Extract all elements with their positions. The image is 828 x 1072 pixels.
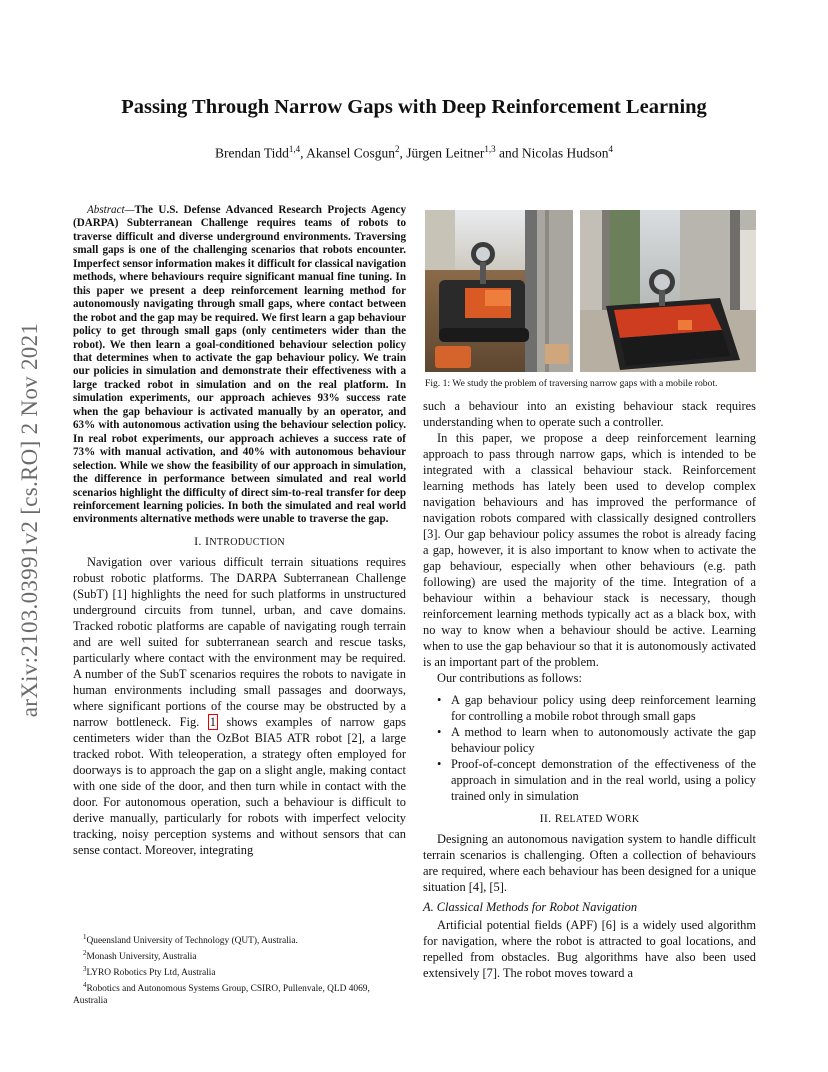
figure-1 [425,210,756,372]
author-name: Akansel Cosgun [306,145,396,161]
list-item: • A gap behaviour policy using deep reinforcement learning for controlling a mobile robot through small gaps [451,692,756,724]
right-column [423,398,756,981]
author-affiliation: 2 [395,144,400,154]
robot-photo-left [425,210,573,372]
author-name: Jürgen Leitner [406,145,485,161]
paragraph: such a behaviour into an existing behaviour stack requires understanding when to operate such a controller. [423,399,756,429]
abstract [73,204,406,527]
section-heading-related-work: II. RELATED WORK [539,811,640,825]
paper-title: Passing Through Narrow Gaps with Deep Reinforcement Learning [121,96,707,118]
author-separator: , [300,145,307,161]
author-affiliation: 1,3 [484,144,496,154]
footnotes [73,932,406,1007]
paragraph: Artificial potential fields (APF) [6] is a widely used algorithm for navigation, where the robot is attracted to goal locations, and repelled from obstacles. Bug algorithms have also been used extensively [7]. The robot moves toward a [423,918,756,980]
abstract-text: The U.S. Defense Advanced Research Projects Agency (DARPA) Subterranean Challenge requires teams of robots to traverse difficult and diverse underground environments. Traversing small gaps is one of the challenging scenarios that robots encounter. Imperfect sensor information makes it difficult for classical navigation methods, where behaviours require significant manual fine tuning. In this paper we present a deep reinforcement learning method for autonomously navigating through small gaps, where contact between the robot and the gap may be required. We first learn a gap behaviour policy to get through small gaps (only centimeters wider than the robot). We then learn a goal-conditioned behaviour selection policy that determines when to activate the gap behaviour policy. We train our policies in simulation and demonstrate their effectiveness with a large tracked robot in simulation and on the real platform. In simulation experiments, our approach achieves 93% success rate when the gap behaviour is activated manually by an operator, and 63% with autonomous activation using the behaviour selection policy. In real robot experiments, our approach achieves a success rate of 73% with manual activation, and 40% with autonomous behaviour selection. While we show the feasibility of our approach in simulation, the difference in performance between simulated and real world scenarios highlight the difficulty of direct sim-to-real transfer for deep reinforcement learning policies. In both the simulated and real world environments alternative methods were unable to traverse the gap. [73,204,406,526]
paragraph: Designing an autonomous navigation system to handle difficult terrain scenarios is challenging. Often a collection of behaviours are required, where each behaviour has been designed for a unique situation [4], [5]. [423,832,756,894]
abstract-lead: Abstract— [87,204,135,216]
footnote: $^1$Queensland University of Technology (QUT), Australia. [83,933,298,947]
author-name: Nicolas Hudson [521,145,609,161]
list-item: • Proof-of-concept demonstration of the effectiveness of the approach in simulation and in the real world, using a policy trained only in simulation [451,756,756,804]
footnote: $^4$Robotics and Autonomous Systems Group, CSIRO, Pullenvale, QLD 4069, Australia [73,980,370,1006]
author-separator: and [495,145,522,161]
author-affiliation: 4 [608,144,613,154]
section-heading-introduction: I. INTRODUCTION [194,533,285,548]
author-affiliation: 1,4 [288,144,301,154]
figure-caption: Fig. 1: We study the problem of traversing narrow gaps with a mobile robot. [425,378,718,389]
figure-link[interactable]: 1 [209,714,216,729]
introduction-paragraph: Navigation over various difficult terrain situations requires robust robotic platforms. The DARPA Subterranean Challenge (SubT) [1] highlights the need for such platforms in unstructured underground circuits from tunnel, urban, and cave domains. Tracked robotic platforms are capable of navigating rough terrain and are well suited for subterranean search and rescue tasks, particularly where contact with the environment may be required. A number of the SubT scenarios requires the robots to navigate in human environments including small passages and doorways, where significant portions of the course may be obstructed by a narrow bottleneck. Fig. 1 shows examples of narrow gaps centimeters wider than the OzBot BIA5 ATR robot [2], a large tracked robot. With teleoperation, a strategy often employed for doorways is to approach the gap on a slight angle, making contact with one side of the door, and then turn while in contact with the door. For autonomous operation, such a behaviour is difficult to derive manually, particularly for robots with imperfect velocity tracking, noisy perception systems and without sensors that can sense contact. Moreover, integrating [73,554,406,857]
footnote: $^3$LYRO Robotics Pty Ltd, Australia [83,964,216,978]
subsection-heading: A. Classical Methods for Robot Navigation [423,900,638,914]
author-separator: , [399,145,407,161]
footnote: $^2$Monash University, Australia [83,948,197,963]
arxiv-stamp-text: arXiv:2103.03991v2 [cs.RO] 2 Nov 2021 [17,322,42,718]
paragraph: In this paper, we propose a deep reinforcement learning approach to pass through narrow gaps, which is intended to be integrated with a classical behaviour stack. Reinforcement learning methods has lately been used to develop complex navigation behaviours and has improved the performance of navigation robots compared with classically designed controllers [3]. Our gap behaviour policy assumes the robot is already facing a gap, however, it is also important to know when to activate the gap behaviour, especially when other behaviours (e.g. path following) are used the majority of the time. Integration of a behaviour within a behaviour stack is necessary, though reinforcement learning methods typically act as a black box, with no way to know when a behaviour should be active. Learning when to use the gap behaviour so that it is autonomously activated is an important part of the problem. [423,431,756,669]
list-item: • A method to learn when to autonomously activate the gap behaviour policy [451,724,756,756]
paragraph: Our contributions as follows: [437,671,582,685]
arxiv-stamp [8,290,52,750]
left-column [73,204,406,858]
robot-photo-right [580,210,756,372]
author-list [40,144,788,162]
contribution-list [423,692,756,804]
author-name: Brendan Tidd [214,145,289,161]
